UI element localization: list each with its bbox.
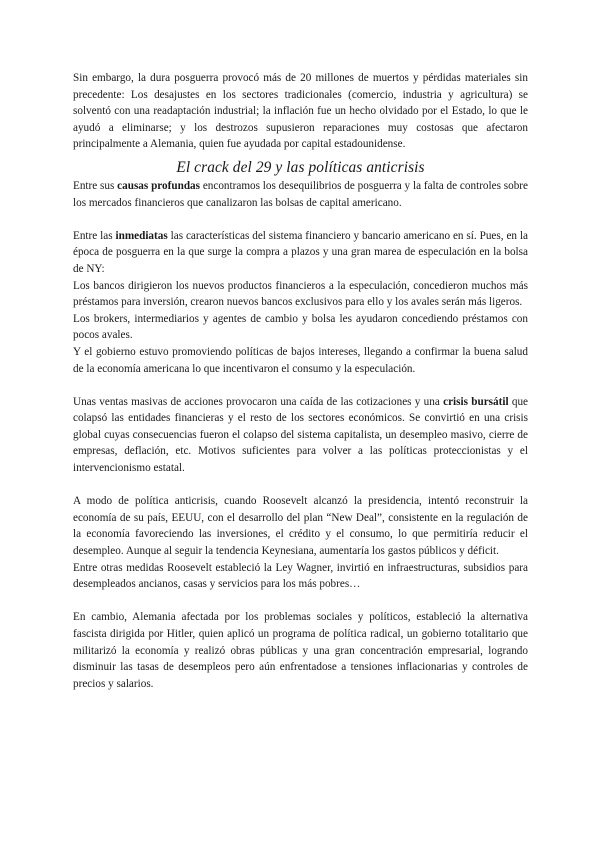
banks-paragraph: Los bancos dirigieron los nuevos productos financieros a la especulación, concedieron muchos más préstamos para inversión, crearon nuevos bancos exclusivos para ello y los avales serán más ligeros. [73,279,528,309]
causes-text-post: encontramos los desequilibrios de posguerra y la falta de controles sobre los mercados financieros que canalizaron las bolsas de capital americano. [73,179,528,209]
section-heading: El crack del 29 y las políticas anticrisis [176,158,425,176]
germany-paragraph: En cambio, Alemania afectada por los problemas sociales y políticos, estableció la alternativa fascista dirigida por Hitler, quien aplicó un programa de política radical, un gobierno totalitario que militarizó la economía y realizó obras públicas y una gran concentración empresarial, logrando disminuir las tasas de desempleos pero aún enfrentadose a tensiones inflacionarias y controles de precios y salarios. [73,611,528,690]
crisis-text-pre: Unas ventas masivas de acciones provocaron una caída de las cotizaciones y una [73,395,444,408]
causes-text-pre: Entre sus [73,179,118,192]
causes-bold-term: causas profundas [117,179,200,192]
crisis-paragraph [73,394,528,477]
immediate-text-post: las características del sistema financiero y bancario americano en sí. Pues, en la época de posguerra en la que surge la compra a plazos y una gran marea de especulación en la bolsa de NY: [73,229,529,275]
crisis-text-post: que colapsó las entidades financieras y el resto de los sectores económicos. Se convirtió en una crisis global cuyas consecuencias fueron el colapso del sistema capitalista, un desempleo masivo, cierre de empresas, deflación, etc. Motivos suficientes para volver a las políticas proteccionistas y el intervencionismo estatal. [73,395,529,475]
new-deal-paragraph: A modo de política anticrisis, cuando Roosevelt alcanzó la presidencia, intentó reconstruir la economía de su país, EEUU, con el desarrollo del plan “New Deal”, consistente en la regulación de la economía favoreciendo las inversiones, el crédito y el consumo, lo que permitiría reducir el desempleo. Aunque al seguir la tendencia Keynesiana, aumentaría los gastos públicos y déficit. [73,495,528,558]
government-paragraph: Y el gobierno estuvo promoviendo políticas de bajos intereses, llegando a confirmar la buena salud de la economía americana lo que incentivaron el consumo y la especulación. [73,345,528,375]
intro-paragraph: Sin embargo, la dura posguerra provocó más de 20 millones de muertos y pérdidas materiales sin precedente: Los desajustes en los sectores tradicionales (comercio, industria y agricultura) se solventó con una readaptación industrial; la inflación fue un hecho olvidado por el Estado, lo que le ayudó a eliminarse; y los destrozos supusieron reparaciones muy costosas que afectaron principalmente a Alemania, quien fue ayudada por capital estadounidense. [73,72,528,151]
document-page [73,70,528,692]
immediate-bold-term: inmediatas [115,229,168,242]
brokers-paragraph: Los brokers, intermediarios y agentes de cambio y bolsa les ayudaron concediendo préstamos con pocos avales. [73,312,528,342]
crisis-bold-term: crisis bursátil [443,395,509,408]
immediate-causes-paragraph [73,228,528,278]
immediate-text-pre: Entre las [73,229,116,242]
causes-paragraph [73,178,528,211]
wagner-paragraph: Entre otras medidas Roosevelt estableció la Ley Wagner, invirtió en infraestructuras, subsidios para desempleados ancianos, casas y servicios para los más pobres… [73,561,528,591]
